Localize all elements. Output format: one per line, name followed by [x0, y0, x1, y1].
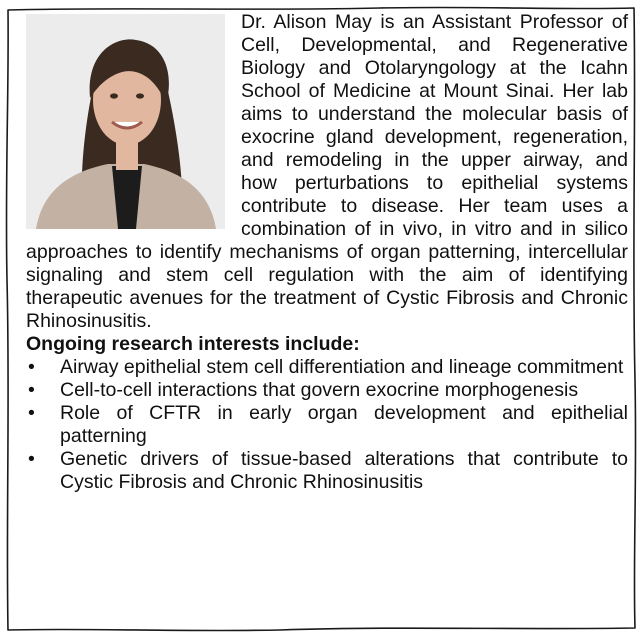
research-interests-list	[26, 356, 628, 494]
list-item-text: Cell-to-cell interactions that govern exocrine morphogenesis	[60, 379, 579, 401]
list-item	[26, 448, 628, 494]
bullet-icon: •	[28, 402, 35, 424]
list-item-text: Genetic drivers of tissue-based alterations that contribute to Cystic Fibrosis and Chronic Rhinosinusitis	[60, 448, 628, 493]
list-item	[26, 379, 628, 402]
list-item	[26, 356, 628, 379]
bio-text: Dr. Alison May is an Assistant Professor of Cell, Developmental, and Regenerative Biology and Otolaryngology at the Icahn School of Medicine at Mount Sinai. Her lab aims to understand the molecular basis of exocrine gland development, regeneration, and remodeling in the upper airway, and how perturbations to epithelial systems contribute to disease. Her team uses a combination of in vivo, in vitro and in silico approaches to identify mechanisms of organ patterning, intercellular signaling and stem cell regulation with the aim of identifying therapeutic avenues for the treatment of Cystic Fibrosis and Chronic Rhinosinusitis.	[26, 11, 628, 332]
bio-paragraph	[26, 11, 628, 333]
list-item	[26, 402, 628, 448]
research-heading: Ongoing research interests include:	[26, 333, 360, 355]
list-item-text: Airway epithelial stem cell differentiation and lineage commitment	[60, 356, 624, 378]
portrait-photo	[26, 14, 225, 229]
bullet-icon: •	[28, 448, 35, 470]
profile-panel	[26, 11, 628, 494]
list-item-text: Role of CFTR in early organ development and epithelial patterning	[60, 402, 628, 447]
bullet-icon: •	[28, 379, 35, 401]
bullet-icon: •	[28, 356, 35, 378]
